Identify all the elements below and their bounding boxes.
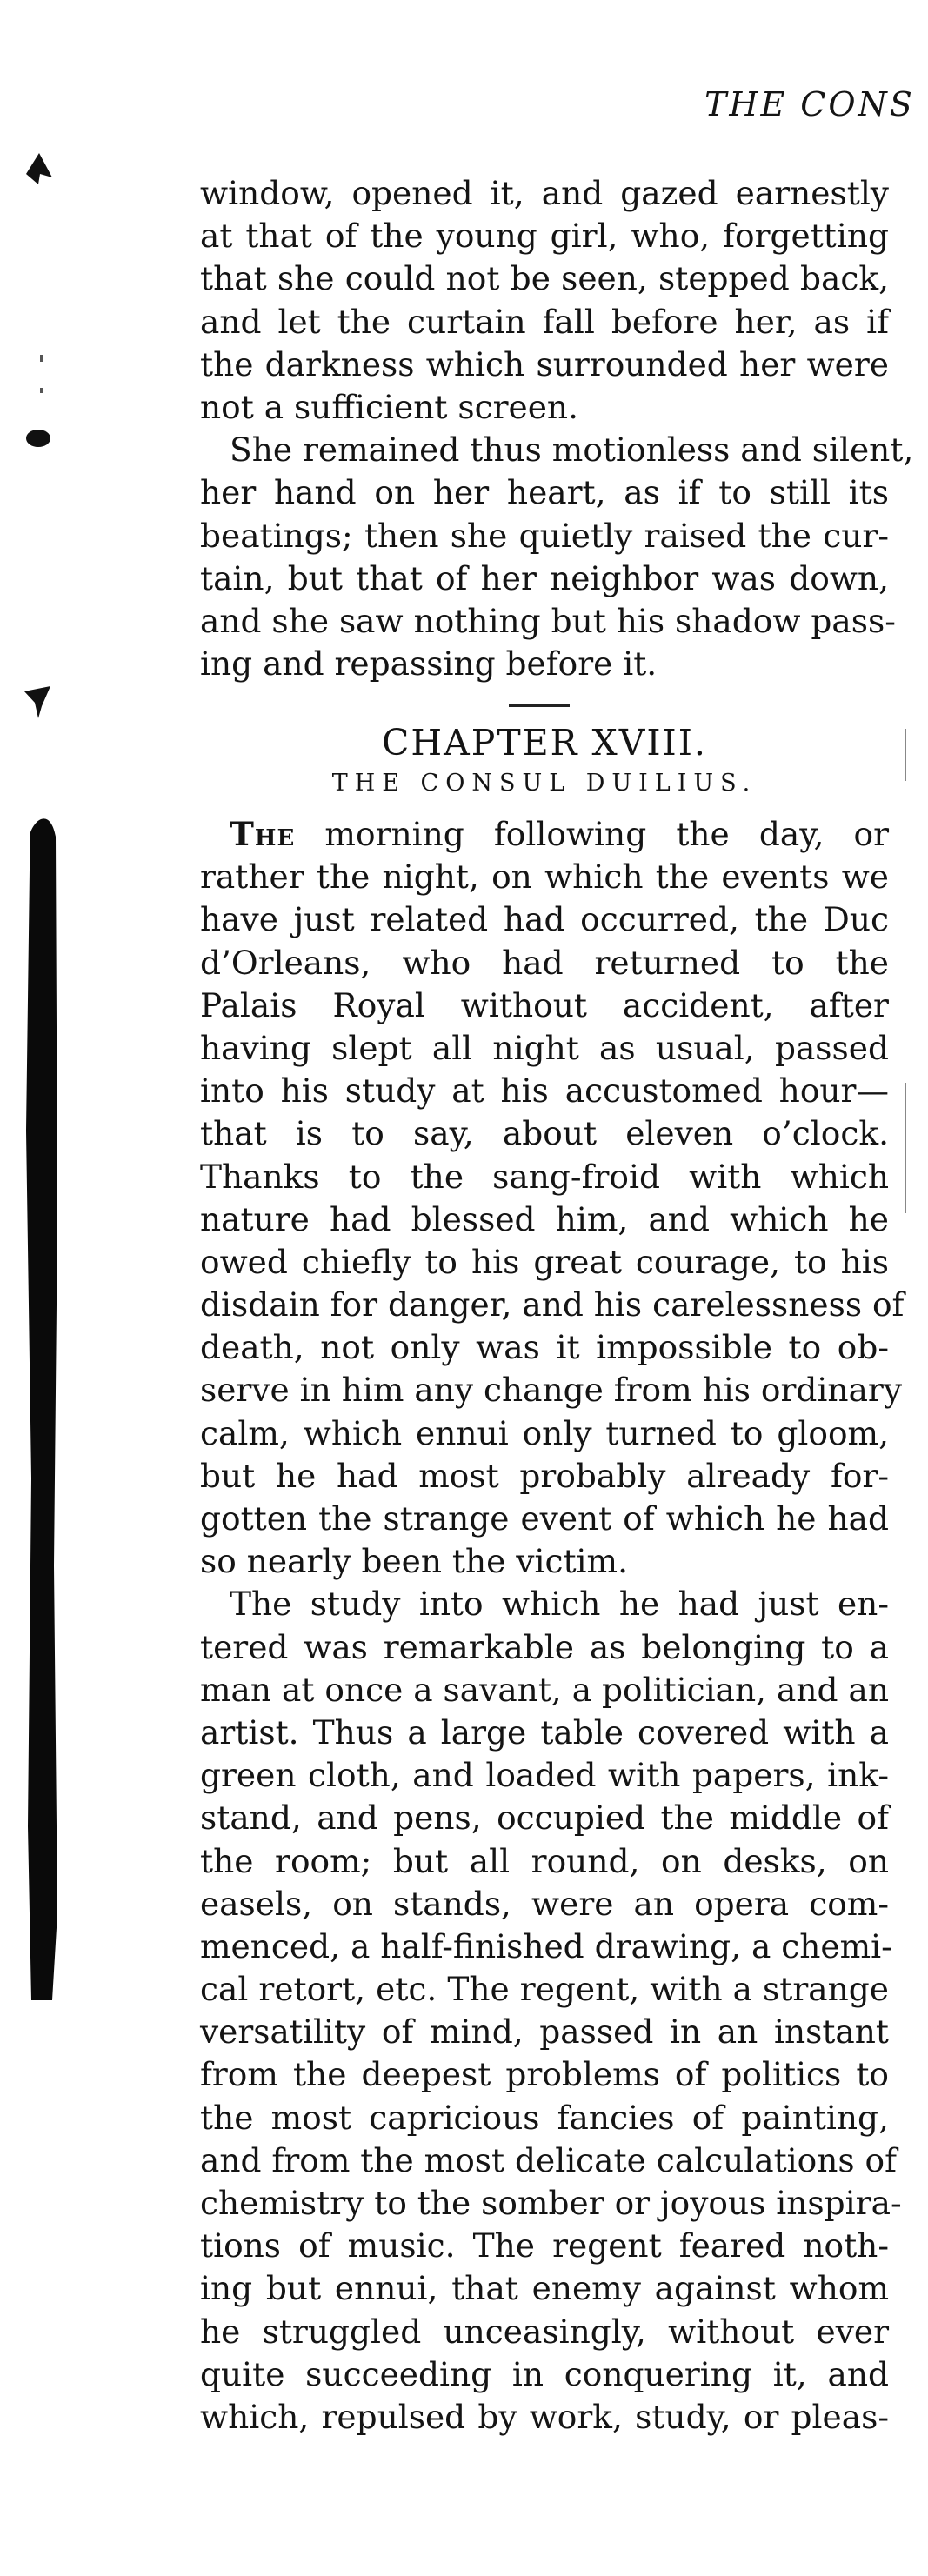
- ink-speck: [40, 388, 43, 393]
- text-line: artist. Thus a large table covered with a: [200, 1712, 889, 1752]
- text-line: that she could not be seen, stepped back,: [200, 259, 889, 298]
- text-line: from the deepest problems of politics to: [200, 2055, 889, 2094]
- text-line: ing but ennui, that enemy against whom: [200, 2269, 889, 2308]
- text-line: tions of music. The regent feared noth-: [200, 2226, 889, 2266]
- text-line: he struggled unceasingly, without ever: [200, 2312, 889, 2351]
- text-line: quite succeeding in conquering it, and: [200, 2354, 889, 2393]
- text-line: and let the curtain fall before her, as if: [200, 302, 889, 341]
- text-line: [200, 813, 889, 856]
- ink-mark-top: [26, 153, 52, 184]
- text-line: gotten the strange event of which he had: [200, 1499, 889, 1538]
- text-line: but he had most probably already for-: [200, 1456, 889, 1495]
- chapter-title: CHAPTER XVIII.: [382, 722, 707, 764]
- text-line: the darkness which surrounded her were: [200, 344, 889, 384]
- text-line: green cloth, and loaded with papers, ink-: [200, 1756, 889, 1795]
- text-line: d’Orleans, who had returned to the: [200, 943, 889, 982]
- text-line: disdain for danger, and his carelessness of: [200, 1285, 905, 1325]
- text-line: and she saw nothing but his shadow pass-: [200, 601, 896, 640]
- text-line: so nearly been the victim.: [200, 1542, 628, 1581]
- text-line: stand, and pens, occupied the middle of: [200, 1799, 889, 1838]
- ink-mark-lower: [24, 686, 50, 718]
- text-line: into his study at his accustomed hour—: [200, 1071, 889, 1111]
- text-line: have just related had occurred, the Duc: [200, 900, 889, 939]
- margin-ink-bar: [26, 818, 57, 2000]
- text-line: cal retort, etc. The regent, with a strange: [200, 1970, 889, 2009]
- text-line: versatility of mind, passed in an instant: [200, 2012, 889, 2052]
- ink-mark-middle: [26, 430, 50, 447]
- ink-speck: [40, 355, 43, 362]
- text-line: man at once a savant, a politician, and an: [200, 1670, 889, 1709]
- margin-ink-marks: [0, 0, 104, 2576]
- text-line: tain, but that of her neighbor was down,: [200, 558, 889, 597]
- text-line: rather the night, on which the events we: [200, 858, 889, 897]
- running-head: THE CONS: [704, 85, 915, 123]
- column-rule: [905, 729, 906, 781]
- text-line: The study into which he had just en-: [230, 1585, 889, 1624]
- paragraph-window: [200, 172, 914, 685]
- text-line: She remained thus motionless and silent,: [230, 430, 914, 470]
- text-line: ing and repassing before it.: [200, 644, 658, 684]
- lead-word: The: [230, 815, 296, 853]
- text-line: Thanks to the sang-froid with which: [200, 1157, 889, 1196]
- text-line: having slept all night as usual, passed: [200, 1028, 889, 1067]
- text-line: death, not only was it impossible to ob-: [200, 1328, 889, 1367]
- paragraph-study: [200, 813, 905, 2439]
- text-line: beatings; then she quietly raised the cur-: [200, 516, 889, 555]
- text-line: at that of the young girl, who, forgetting: [200, 217, 889, 256]
- text-line: her hand on her heart, as if to still its: [200, 473, 889, 512]
- text-line: nature had blessed him, and which he: [200, 1199, 889, 1238]
- text-line: Palais Royal without accident, after: [200, 985, 889, 1024]
- text-line: which, repulsed by work, study, or pleas-: [200, 2397, 889, 2436]
- text-line: and from the most delicate calculations of: [200, 2140, 897, 2179]
- chapter-rule: [509, 704, 570, 707]
- text-line: serve in him any change from his ordinary: [200, 1371, 903, 1410]
- text-line: tered was remarkable as belonging to a: [200, 1627, 889, 1666]
- chapter-subtitle: THE CONSUL DUILIUS.: [331, 770, 758, 797]
- text-line: not a sufficient screen.: [200, 387, 578, 426]
- column-rule: [905, 1083, 906, 1213]
- text-line: that is to say, about eleven o’clock.: [200, 1114, 889, 1153]
- text-line: owed chiefly to his great courage, to his: [200, 1242, 889, 1281]
- text-line: calm, which ennui only turned to gloom,: [200, 1413, 889, 1452]
- text-line: chemistry to the somber or joyous inspira-: [200, 2184, 902, 2222]
- text-line: menced, a half-finished drawing, a chemi-: [200, 1926, 892, 1965]
- text-line: window, opened it, and gazed earnestly: [200, 174, 889, 212]
- text-line: easels, on stands, were an opera com-: [200, 1884, 889, 1923]
- text-line-rest: morning following the day, or: [295, 815, 889, 853]
- text-line: the most capricious fancies of painting,: [200, 2098, 889, 2137]
- text-line: the room; but all round, on desks, on: [200, 1841, 889, 1880]
